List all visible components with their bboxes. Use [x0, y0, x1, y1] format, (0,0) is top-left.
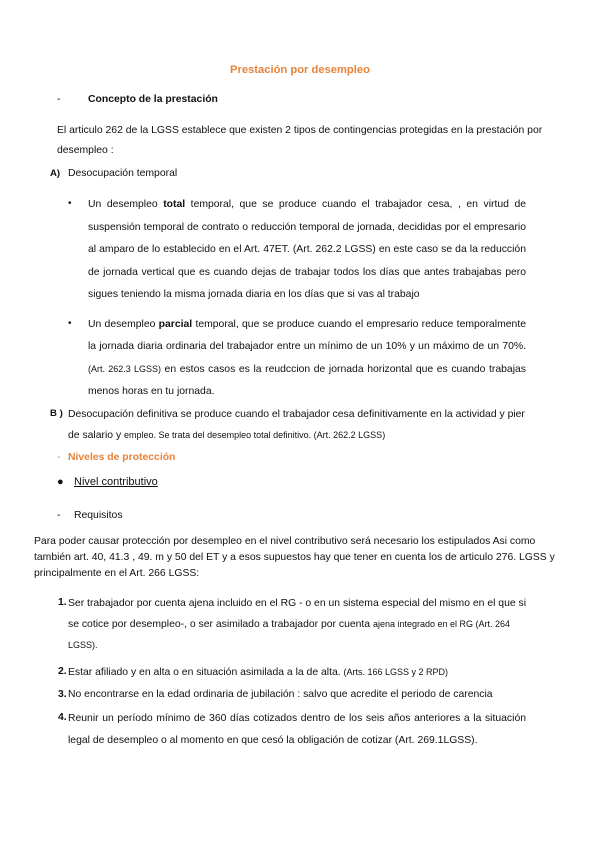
bullet2-bold: parcial	[158, 319, 193, 330]
list-number: 2.	[58, 666, 67, 677]
section-dash: -	[57, 94, 61, 105]
item-b-ref: (Art. 262.2 LGSS)	[311, 430, 386, 440]
item-a-label: A)	[50, 168, 61, 179]
list-number: 1.	[58, 597, 67, 608]
bullet-marker: •	[68, 318, 72, 329]
level-bullet: ●	[57, 476, 64, 488]
requisitos-label: Requisitos	[74, 510, 123, 521]
requisitos-dash: -	[57, 510, 61, 521]
bullet2-ref: (Art. 262.3 LGSS)	[88, 364, 161, 374]
bullet-desempleo-total	[88, 194, 526, 307]
section-heading-concepto: Concepto de la prestación	[88, 94, 218, 105]
list-item-1	[68, 593, 530, 656]
bullet2-pre: Un desempleo	[88, 319, 159, 330]
list-number: 4.	[58, 712, 67, 723]
list-item-2-small: (Arts. 166 LGSS y 2 RPD)	[343, 667, 449, 677]
intro-paragraph: El articulo 262 de la LGSS establece que existen 2 tipos de contingencias protegidas en la prestación por desempleo :	[57, 125, 543, 156]
item-b-text	[68, 404, 538, 446]
bullet-desempleo-parcial	[88, 314, 526, 403]
requisitos-paragraph: Para poder causar protección por desempleo en el nivel contributivo será necesario los estipulados Asi como también art. 40, 41.3 , 49. m y 50 del ET y a esos supuestos hay que tener en cuenta los de articulo 276. LGSS y principalmente en el Art. 266 LGSS:	[34, 536, 555, 579]
bullet-marker: •	[68, 198, 72, 209]
item-b-main: Desocupación definitiva se produce cuando el trabajador cesa definitivamente en la actividad y pier de salario y	[68, 409, 525, 441]
item-a-heading: Desocupación temporal	[68, 168, 178, 179]
list-number: 3.	[58, 689, 67, 700]
section-heading-niveles: Niveles de protección	[68, 452, 176, 463]
bullet2-post2: en estos casos es la reudccion de jornada horizontal que es cuando trabajas menos horas en tu jornada.	[88, 364, 526, 397]
level-label: Nivel contributivo	[74, 476, 158, 488]
list-item-2	[68, 662, 530, 683]
list-item-1-small: ajena integrado en el RG (Art. 264 LGSS).	[68, 619, 511, 650]
page-title: Prestación por desempleo	[230, 64, 370, 76]
bullet1-bold: total	[163, 199, 186, 210]
item-b-label: B )	[50, 408, 63, 419]
list-item-4: Reunir un período mínimo de 360 días cotizados dentro de los seis años anteriores a la situación legal de desempleo o al momento en que cesó la obligación de cotizar (Art. 269.1LGSS).	[68, 713, 526, 746]
bullet2-post1: temporal, que se produce cuando el empresario reduce temporalmente la jornada diaria ordinaria del trabajador entre un mínimo de un 10% y un máximo de un 70%.	[88, 319, 526, 352]
section-dash: -	[57, 452, 61, 463]
list-item-2-text: Estar afiliado y en alta o en situación asimilada a la de alta.	[68, 667, 344, 678]
list-item-1-text: Ser trabajador por cuenta ajena incluido en el RG - o en un sistema especial del mismo en el que si se cotice por desempleo-, o ser asimilado a trabajador por cuenta	[68, 598, 527, 630]
list-item-3: No encontrarse en la edad ordinaria de jubilación : salvo que acredite el periodo de carencia	[68, 689, 493, 700]
bullet1-post: temporal, que se produce cuando el trabajador cesa, , en virtud de suspensión temporal de contrato o reducción temporal de jornada, decididas por el empresario al amparo de lo establecido en el Art. 47ET. (Art. 262.2 LGSS) en este caso se da la reducción de jornada vertical que es cuando dejas de trabajar todos los días que antes trabajabas pero sigues teniendo la misma jornada diaria en los días que si vas al trabajo	[88, 199, 527, 300]
item-b-small: empleo. Se trata del desempleo total definitivo.	[124, 430, 312, 440]
bullet1-pre: Un desempleo	[88, 199, 164, 210]
